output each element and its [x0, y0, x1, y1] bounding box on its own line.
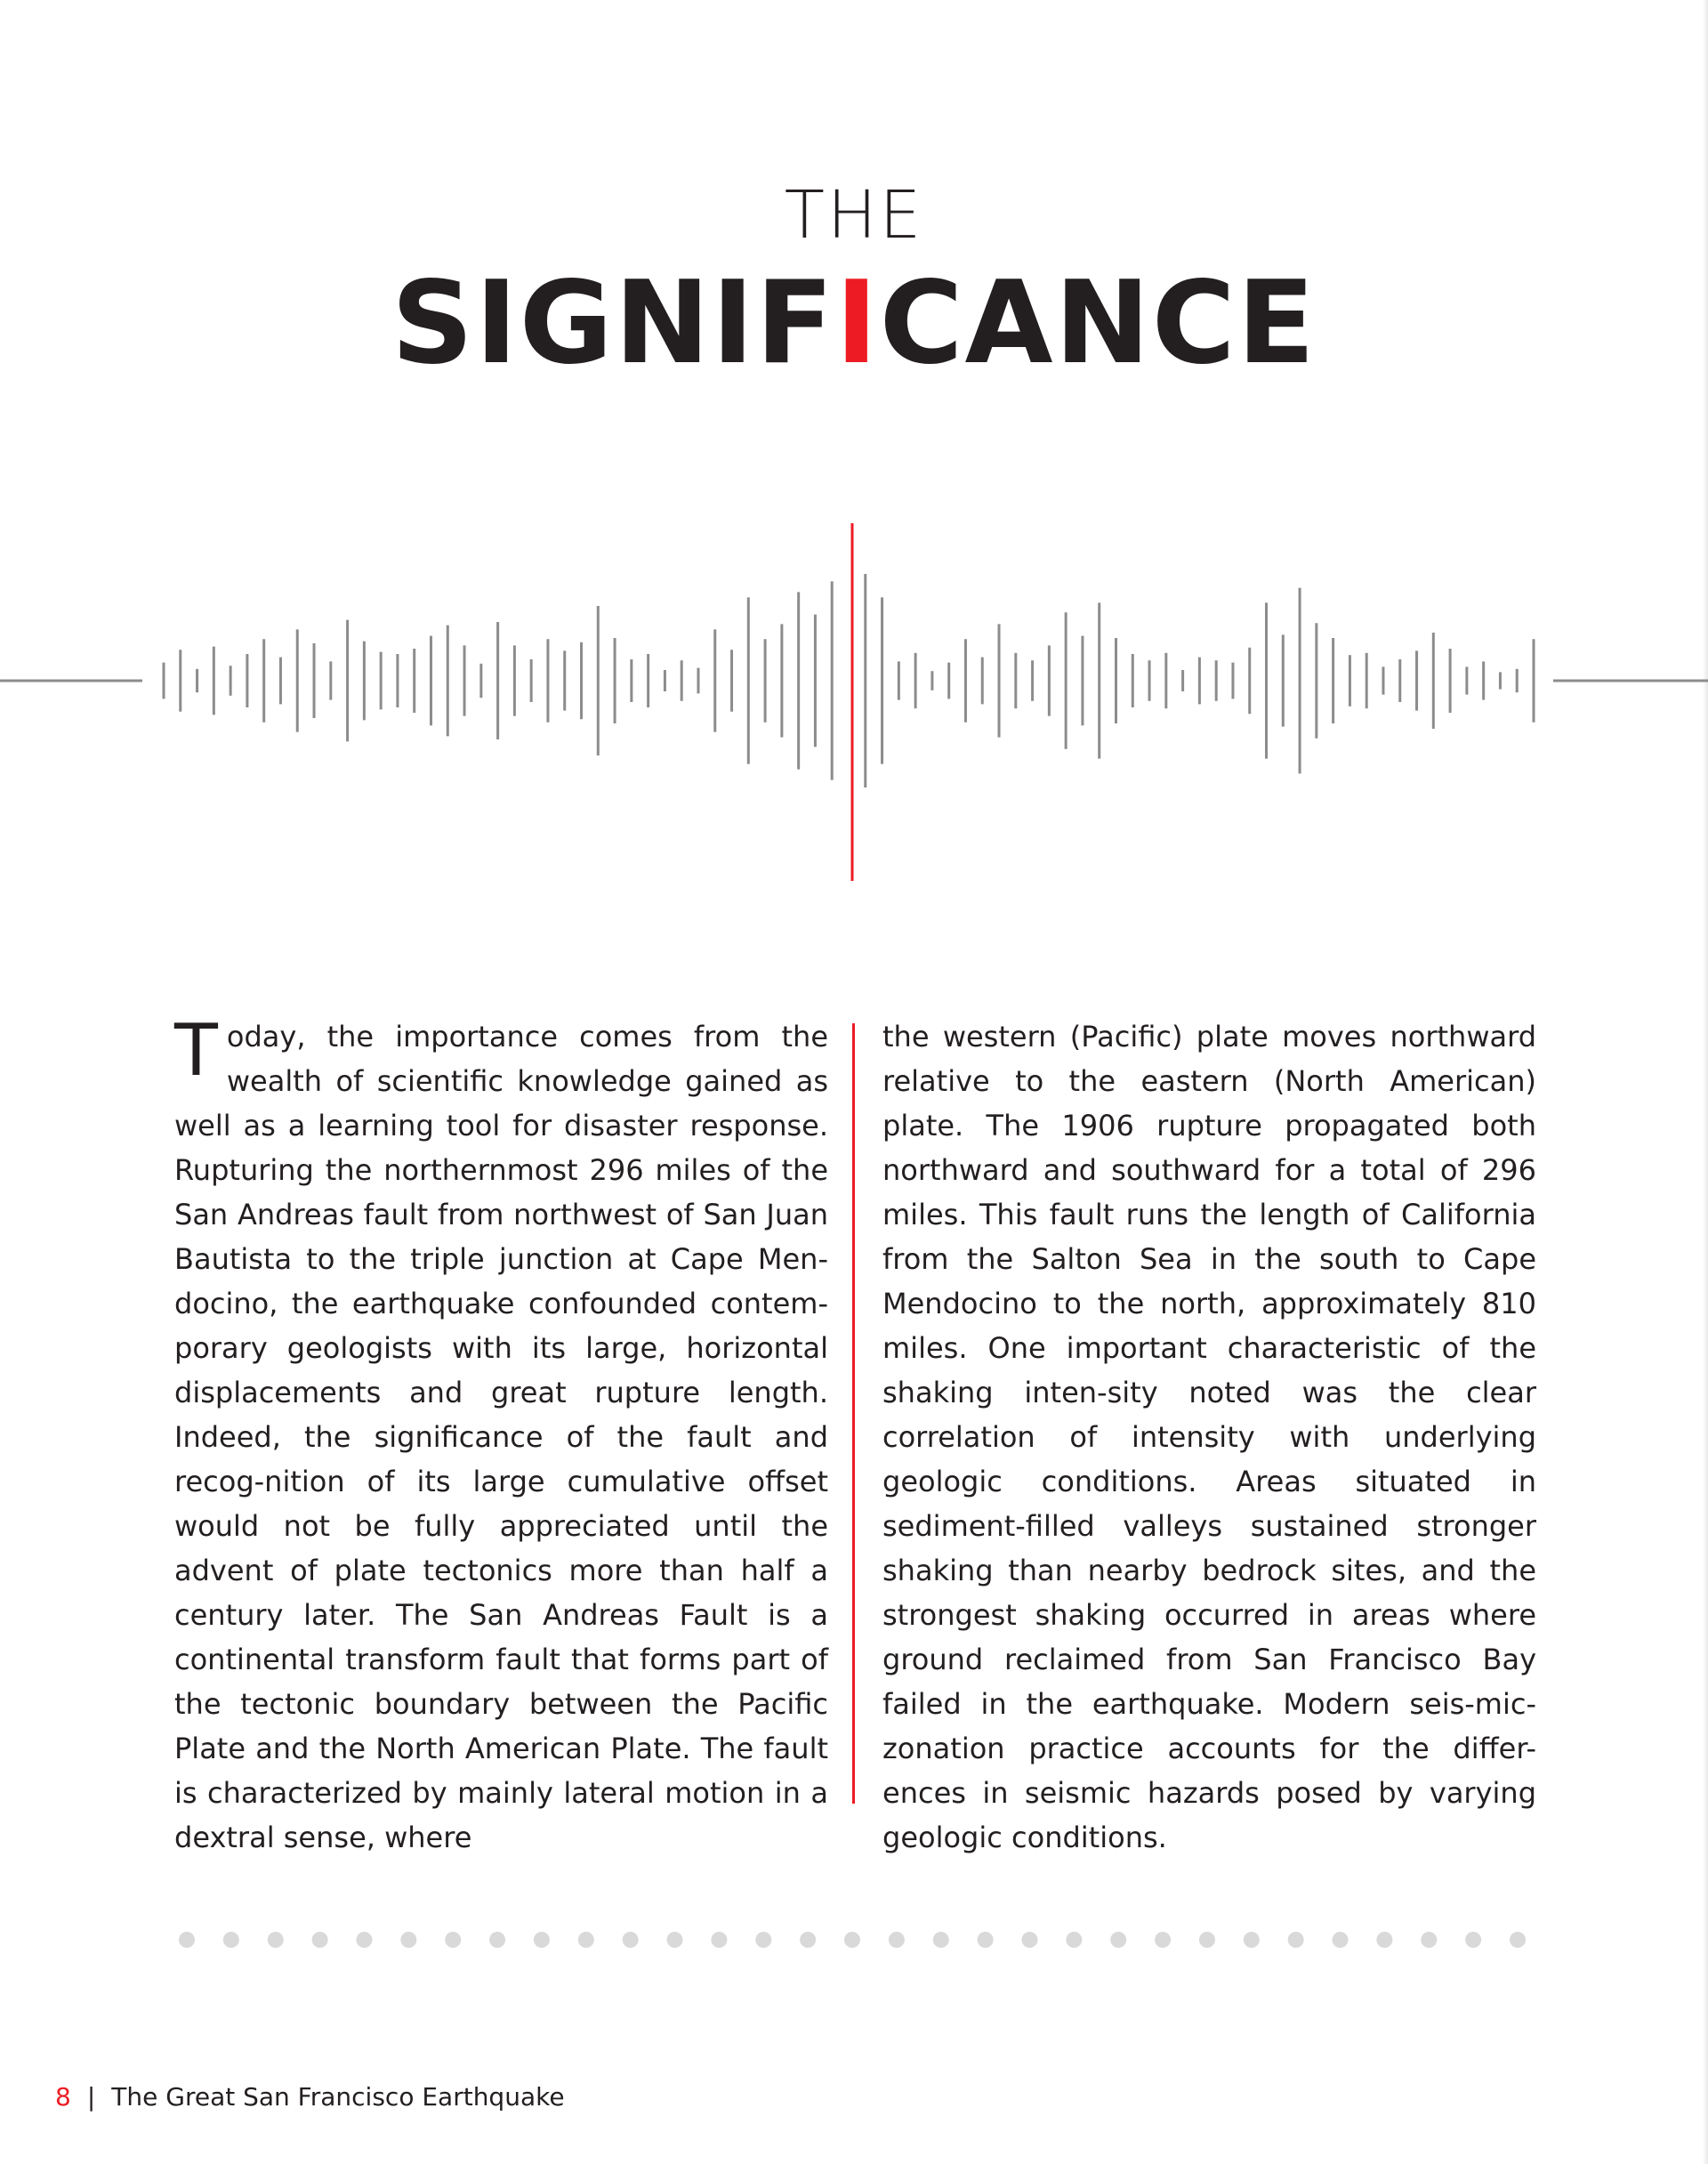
separator-dot [268, 1932, 284, 1948]
separator-dot [179, 1932, 195, 1948]
separator-dot [445, 1932, 461, 1948]
footer-separator: | [86, 2082, 96, 2112]
separator-dot [1465, 1932, 1481, 1948]
separator-dot [1421, 1932, 1437, 1948]
separator-dot [223, 1932, 239, 1948]
right-column-text: the western (Pacific) plate moves northward relative to the eastern (North American) plate. The 1906 rupture propagated both northward and southward for a total of 296 miles. This fault runs the length of California from the Salton Sea in the south to Cape Mendocino to the north, approximately 810 miles. One important characteristic of the shaking inten-sity noted was the clear correlation of intensity with underlying geologic conditions. Areas situated in sediment-filled valleys sustained stronger shaking than nearby bedrock sites, and the strongest shaking occurred in areas where ground reclaimed from San Francisco Bay failed in the earthquake. Modern seis-mic-zonation practice accounts for the differ-ences in seismic hazards posed by varying geologic conditions. [882, 1020, 1536, 1854]
separator-dot [489, 1932, 505, 1948]
separator-dot [400, 1932, 416, 1948]
separator-dot [1510, 1932, 1526, 1948]
separator-dot [312, 1932, 328, 1948]
separator-dot [1333, 1932, 1349, 1948]
separator-dot [578, 1932, 594, 1948]
article-right-column [882, 1014, 1536, 1860]
separator-dot [800, 1932, 816, 1948]
title-accent-letter: I [834, 257, 880, 390]
publication-title: The Great San Francisco Earthquake [111, 2082, 565, 2112]
separator-dot [1110, 1932, 1126, 1948]
separator-dot [356, 1932, 372, 1948]
separator-dot [933, 1932, 949, 1948]
drop-cap: T [174, 1009, 218, 1092]
dotted-separator [0, 1922, 1708, 1958]
page-number: 8 [55, 2082, 71, 2112]
title-line-1: THE [784, 177, 924, 254]
title-part-2: CANCE [879, 257, 1317, 390]
separator-dot [667, 1932, 683, 1948]
left-column-text: oday, the importance comes from the wealth of scientific knowledge gained as well as a learning tool for disaster response. Rupturing the northernmost 296 miles of the San Andreas fault from northwest of San Juan Bautista to the triple junction at Cape Men-docino, the earthquake confounded contem-porary geologists with its large, horizontal displacements and great rupture length. Indeed, the significance of the fault and recog-nition of its large cumulative offset would not be fully appreciated until the advent of plate tectonics more than half a century later. The San Andreas Fault is a continental transform fault that forms part of the tectonic boundary between the Pacific Plate and the North American Plate. The fault is characterized by mainly lateral motion in a dextral sense, where [174, 1020, 828, 1854]
seismograph-graphic [0, 516, 1708, 890]
separator-dot [844, 1932, 860, 1948]
separator-dot [1155, 1932, 1171, 1948]
article-left-column [174, 1009, 828, 1860]
page-footer [55, 2082, 565, 2112]
separator-dot [1199, 1932, 1215, 1948]
separator-dot [978, 1932, 994, 1948]
title-line-2 [0, 257, 1708, 390]
separator-dot [534, 1932, 550, 1948]
separator-dot [1376, 1932, 1392, 1948]
title-part-1: SIGNIF [391, 257, 835, 390]
separator-dot [1244, 1932, 1260, 1948]
separator-dot [1066, 1932, 1082, 1948]
separator-dot [889, 1932, 905, 1948]
separator-dot [711, 1932, 727, 1948]
separator-dot [623, 1932, 639, 1948]
column-divider [852, 1023, 855, 1804]
separator-dot [1288, 1932, 1304, 1948]
separator-dot [755, 1932, 771, 1948]
separator-dot [1021, 1932, 1037, 1948]
